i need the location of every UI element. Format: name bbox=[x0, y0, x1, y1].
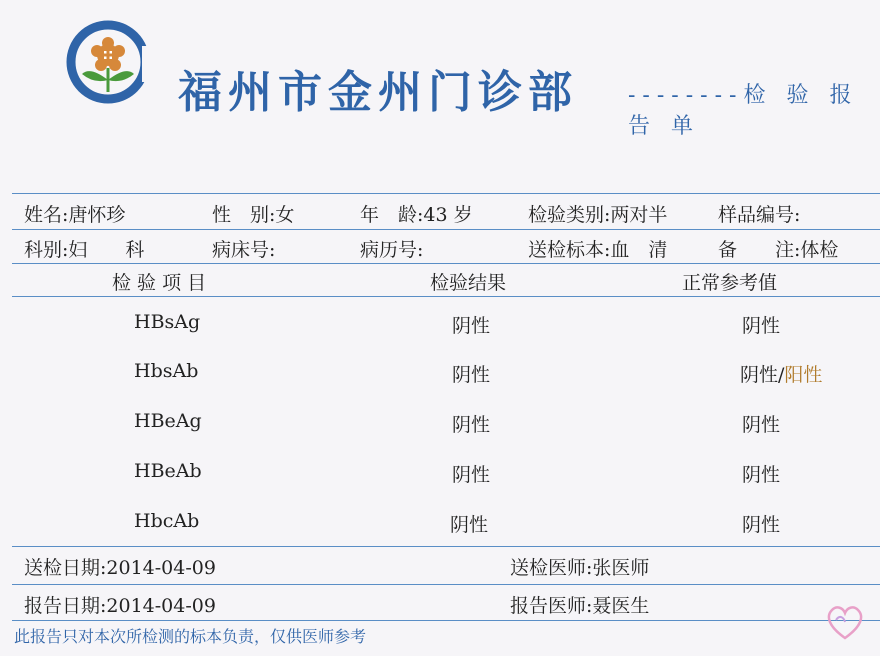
header-test-item: 检 验 项 目 bbox=[112, 272, 207, 294]
rule-top bbox=[12, 193, 880, 194]
test-result: 阴性 bbox=[452, 464, 491, 486]
rule-footer1 bbox=[12, 584, 880, 585]
record-field bbox=[360, 235, 423, 262]
report-subtitle: --------检 验 报 告 单 bbox=[628, 83, 859, 139]
patient-age: 43 岁 bbox=[423, 204, 473, 226]
reference-positive: 阳性 bbox=[784, 364, 823, 386]
dept: 妇 科 bbox=[68, 239, 145, 261]
test-type: 两对半 bbox=[610, 204, 668, 226]
header-reference: 正常参考值 bbox=[682, 272, 778, 294]
reference-text: 阴性 bbox=[742, 464, 781, 486]
report-date: 2014-04-09 bbox=[106, 595, 216, 617]
reference-text: 阴性 bbox=[742, 414, 781, 436]
submit-date-label: 送检日期: bbox=[24, 557, 107, 579]
submit-doctor: 张医师 bbox=[592, 557, 650, 579]
heart-watermark-icon bbox=[822, 602, 868, 642]
specimen-field bbox=[528, 235, 667, 262]
dept-field bbox=[24, 235, 144, 262]
patient-gender-field bbox=[212, 200, 294, 227]
report-doctor: 聂医生 bbox=[592, 595, 650, 617]
patient-name: 唐怀珍 bbox=[68, 204, 126, 226]
patient-name-label: 姓名: bbox=[24, 204, 69, 226]
rule-row2 bbox=[12, 263, 880, 264]
clinic-title: 福州市金州门诊部 bbox=[178, 67, 578, 118]
sample-no-field bbox=[718, 200, 800, 227]
remark-label: 备 注: bbox=[718, 239, 801, 261]
disclaimer-note: 此报告只对本次所检测的标本负责，仅供医师参考 bbox=[14, 627, 367, 646]
test-result: 阴性 bbox=[452, 364, 491, 386]
patient-gender-label: 性 别: bbox=[212, 204, 276, 226]
patient-age-field bbox=[360, 200, 473, 227]
report-doctor-field bbox=[510, 591, 649, 618]
specimen: 血 清 bbox=[610, 239, 668, 261]
test-item: HBeAg bbox=[134, 410, 202, 432]
bed-label: 病床号: bbox=[212, 239, 276, 261]
submit-doctor-label: 送检医师: bbox=[510, 557, 593, 579]
reference-value bbox=[740, 360, 822, 387]
reference-value bbox=[742, 311, 780, 338]
record-label: 病历号: bbox=[360, 239, 424, 261]
reference-text: 阴性 bbox=[742, 514, 781, 536]
remark-field bbox=[718, 235, 838, 262]
specimen-label: 送检标本: bbox=[528, 239, 611, 261]
submit-doctor-field bbox=[510, 553, 649, 580]
rule-table-bottom bbox=[12, 546, 880, 547]
test-item: HbsAb bbox=[134, 360, 199, 382]
test-type-label: 检验类别: bbox=[528, 204, 611, 226]
submit-date: 2014-04-09 bbox=[106, 557, 216, 579]
patient-gender: 女 bbox=[275, 204, 295, 226]
bed-field bbox=[212, 235, 275, 262]
clinic-logo-icon bbox=[60, 18, 158, 106]
sample-no-label: 样品编号: bbox=[718, 204, 801, 226]
test-result: 阴性 bbox=[452, 414, 491, 436]
submit-date-field bbox=[24, 553, 216, 580]
reference-value bbox=[742, 410, 780, 437]
reference-text: 阴性/ bbox=[740, 364, 785, 386]
reference-value bbox=[742, 460, 780, 487]
reference-text: 阴性 bbox=[742, 315, 781, 337]
test-item: HBsAg bbox=[134, 311, 201, 333]
test-type-field bbox=[528, 200, 667, 227]
rule-footer2 bbox=[12, 620, 880, 621]
rule-row1 bbox=[12, 229, 880, 230]
rule-header bbox=[12, 296, 880, 297]
patient-name-field bbox=[24, 200, 125, 227]
report-doctor-label: 报告医师: bbox=[510, 595, 593, 617]
report-date-field bbox=[24, 591, 216, 618]
reference-value bbox=[742, 510, 780, 537]
test-item: HbcAb bbox=[134, 510, 200, 532]
test-item: HBeAb bbox=[134, 460, 202, 482]
remark: 体检 bbox=[800, 239, 839, 261]
patient-age-label: 年 龄: bbox=[360, 204, 424, 226]
test-result: 阴性 bbox=[452, 315, 491, 337]
test-result: 阴性 bbox=[450, 514, 489, 536]
report-date-label: 报告日期: bbox=[24, 595, 107, 617]
header-result: 检验结果 bbox=[430, 272, 507, 294]
dept-label: 科别: bbox=[24, 239, 69, 261]
